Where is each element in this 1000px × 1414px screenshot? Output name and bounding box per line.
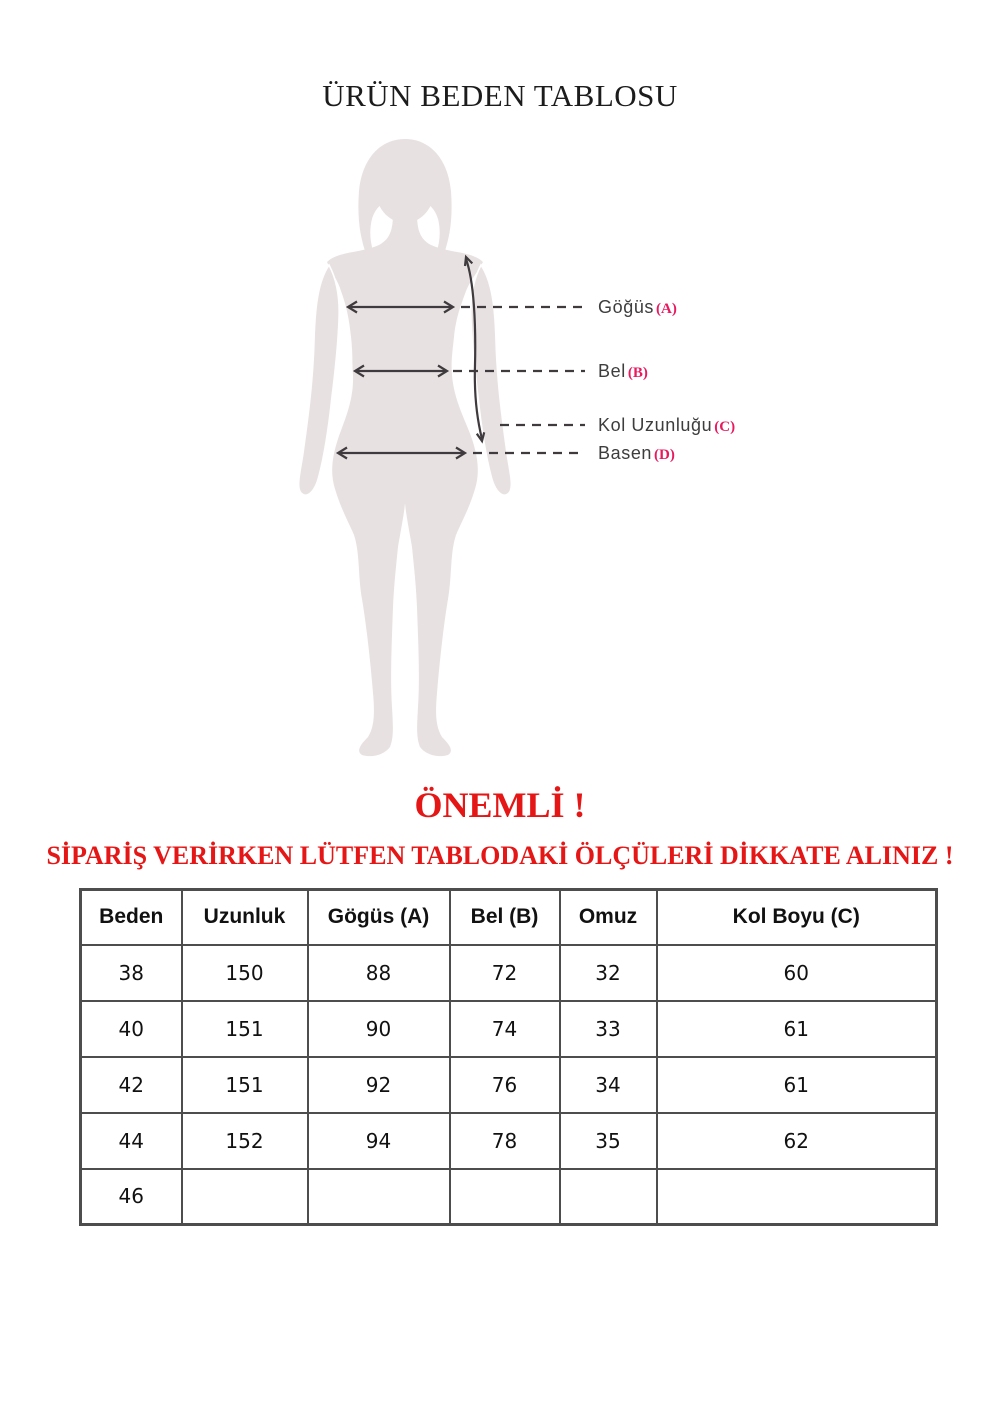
- column-header-gogus: Gögüs (A): [308, 890, 450, 945]
- measurement-label-text: Kol Uzunluğu: [598, 415, 713, 435]
- page-title: ÜRÜN BEDEN TABLOSU: [322, 78, 678, 113]
- table-cell: 94: [308, 1113, 450, 1169]
- column-header-uzunluk: Uzunluk: [182, 890, 308, 945]
- measurement-label-text: Bel: [598, 361, 626, 381]
- table-cell: 150: [182, 945, 308, 1001]
- silhouette-head-shape: [375, 151, 435, 223]
- table-cell: [657, 1169, 937, 1225]
- measurement-label-text: Basen: [598, 443, 653, 463]
- table-cell: 42: [81, 1057, 182, 1113]
- table-cell: [450, 1169, 560, 1225]
- important-heading: ÖNEMLİ !: [414, 785, 586, 825]
- table-cell: 60: [657, 945, 937, 1001]
- size-table: [79, 888, 938, 1226]
- table-cell: 151: [182, 1057, 308, 1113]
- table-cell: [182, 1169, 308, 1225]
- table-cell: 92: [308, 1057, 450, 1113]
- table-cell: [308, 1169, 450, 1225]
- table-cell: 61: [657, 1057, 937, 1113]
- table-cell: 88: [308, 945, 450, 1001]
- size-table-header-row: [81, 890, 937, 945]
- table-cell: 46: [81, 1169, 182, 1225]
- measurement-label-hip: [598, 443, 675, 463]
- size-row-42: [81, 1057, 937, 1113]
- measurement-code-d: (D): [654, 447, 675, 463]
- column-header-bel: Bel (B): [450, 890, 560, 945]
- table-cell: 40: [81, 1001, 182, 1057]
- size-row-38: [81, 945, 937, 1001]
- column-header-kol-boyu: Kol Boyu (C): [657, 890, 937, 945]
- table-cell: [560, 1169, 657, 1225]
- table-cell: 35: [560, 1113, 657, 1169]
- column-header-omuz: Omuz: [560, 890, 657, 945]
- warning-text: SİPARİŞ VERİRKEN LÜTFEN TABLODAKİ ÖLÇÜLERİ DİKKATE ALINIZ !: [46, 841, 954, 870]
- table-cell: 90: [308, 1001, 450, 1057]
- column-header-beden: Beden: [81, 890, 182, 945]
- table-cell: 32: [560, 945, 657, 1001]
- table-cell: 61: [657, 1001, 937, 1057]
- table-cell: 151: [182, 1001, 308, 1057]
- table-cell: 44: [81, 1113, 182, 1169]
- table-cell: 78: [450, 1113, 560, 1169]
- silhouette-body-shape: [327, 213, 483, 756]
- table-cell: 76: [450, 1057, 560, 1113]
- measurement-label-waist: [598, 361, 648, 381]
- size-row-44: [81, 1113, 937, 1169]
- measurement-label-chest: [598, 297, 677, 317]
- measurement-code-b: (B): [627, 365, 648, 381]
- size-row-46: [81, 1169, 937, 1225]
- size-row-40: [81, 1001, 937, 1057]
- female-silhouette-graphic: [280, 135, 590, 765]
- table-cell: 38: [81, 945, 182, 1001]
- table-cell: 62: [657, 1113, 937, 1169]
- table-cell: 72: [450, 945, 560, 1001]
- measurement-label-arm-length: [598, 415, 735, 435]
- measurement-code-c: (C): [714, 419, 736, 435]
- table-cell: 74: [450, 1001, 560, 1057]
- table-cell: 152: [182, 1113, 308, 1169]
- table-cell: 33: [560, 1001, 657, 1057]
- measurement-label-text: Göğüs: [598, 297, 655, 317]
- measurement-code-a: (A): [656, 301, 677, 317]
- table-cell: 34: [560, 1057, 657, 1113]
